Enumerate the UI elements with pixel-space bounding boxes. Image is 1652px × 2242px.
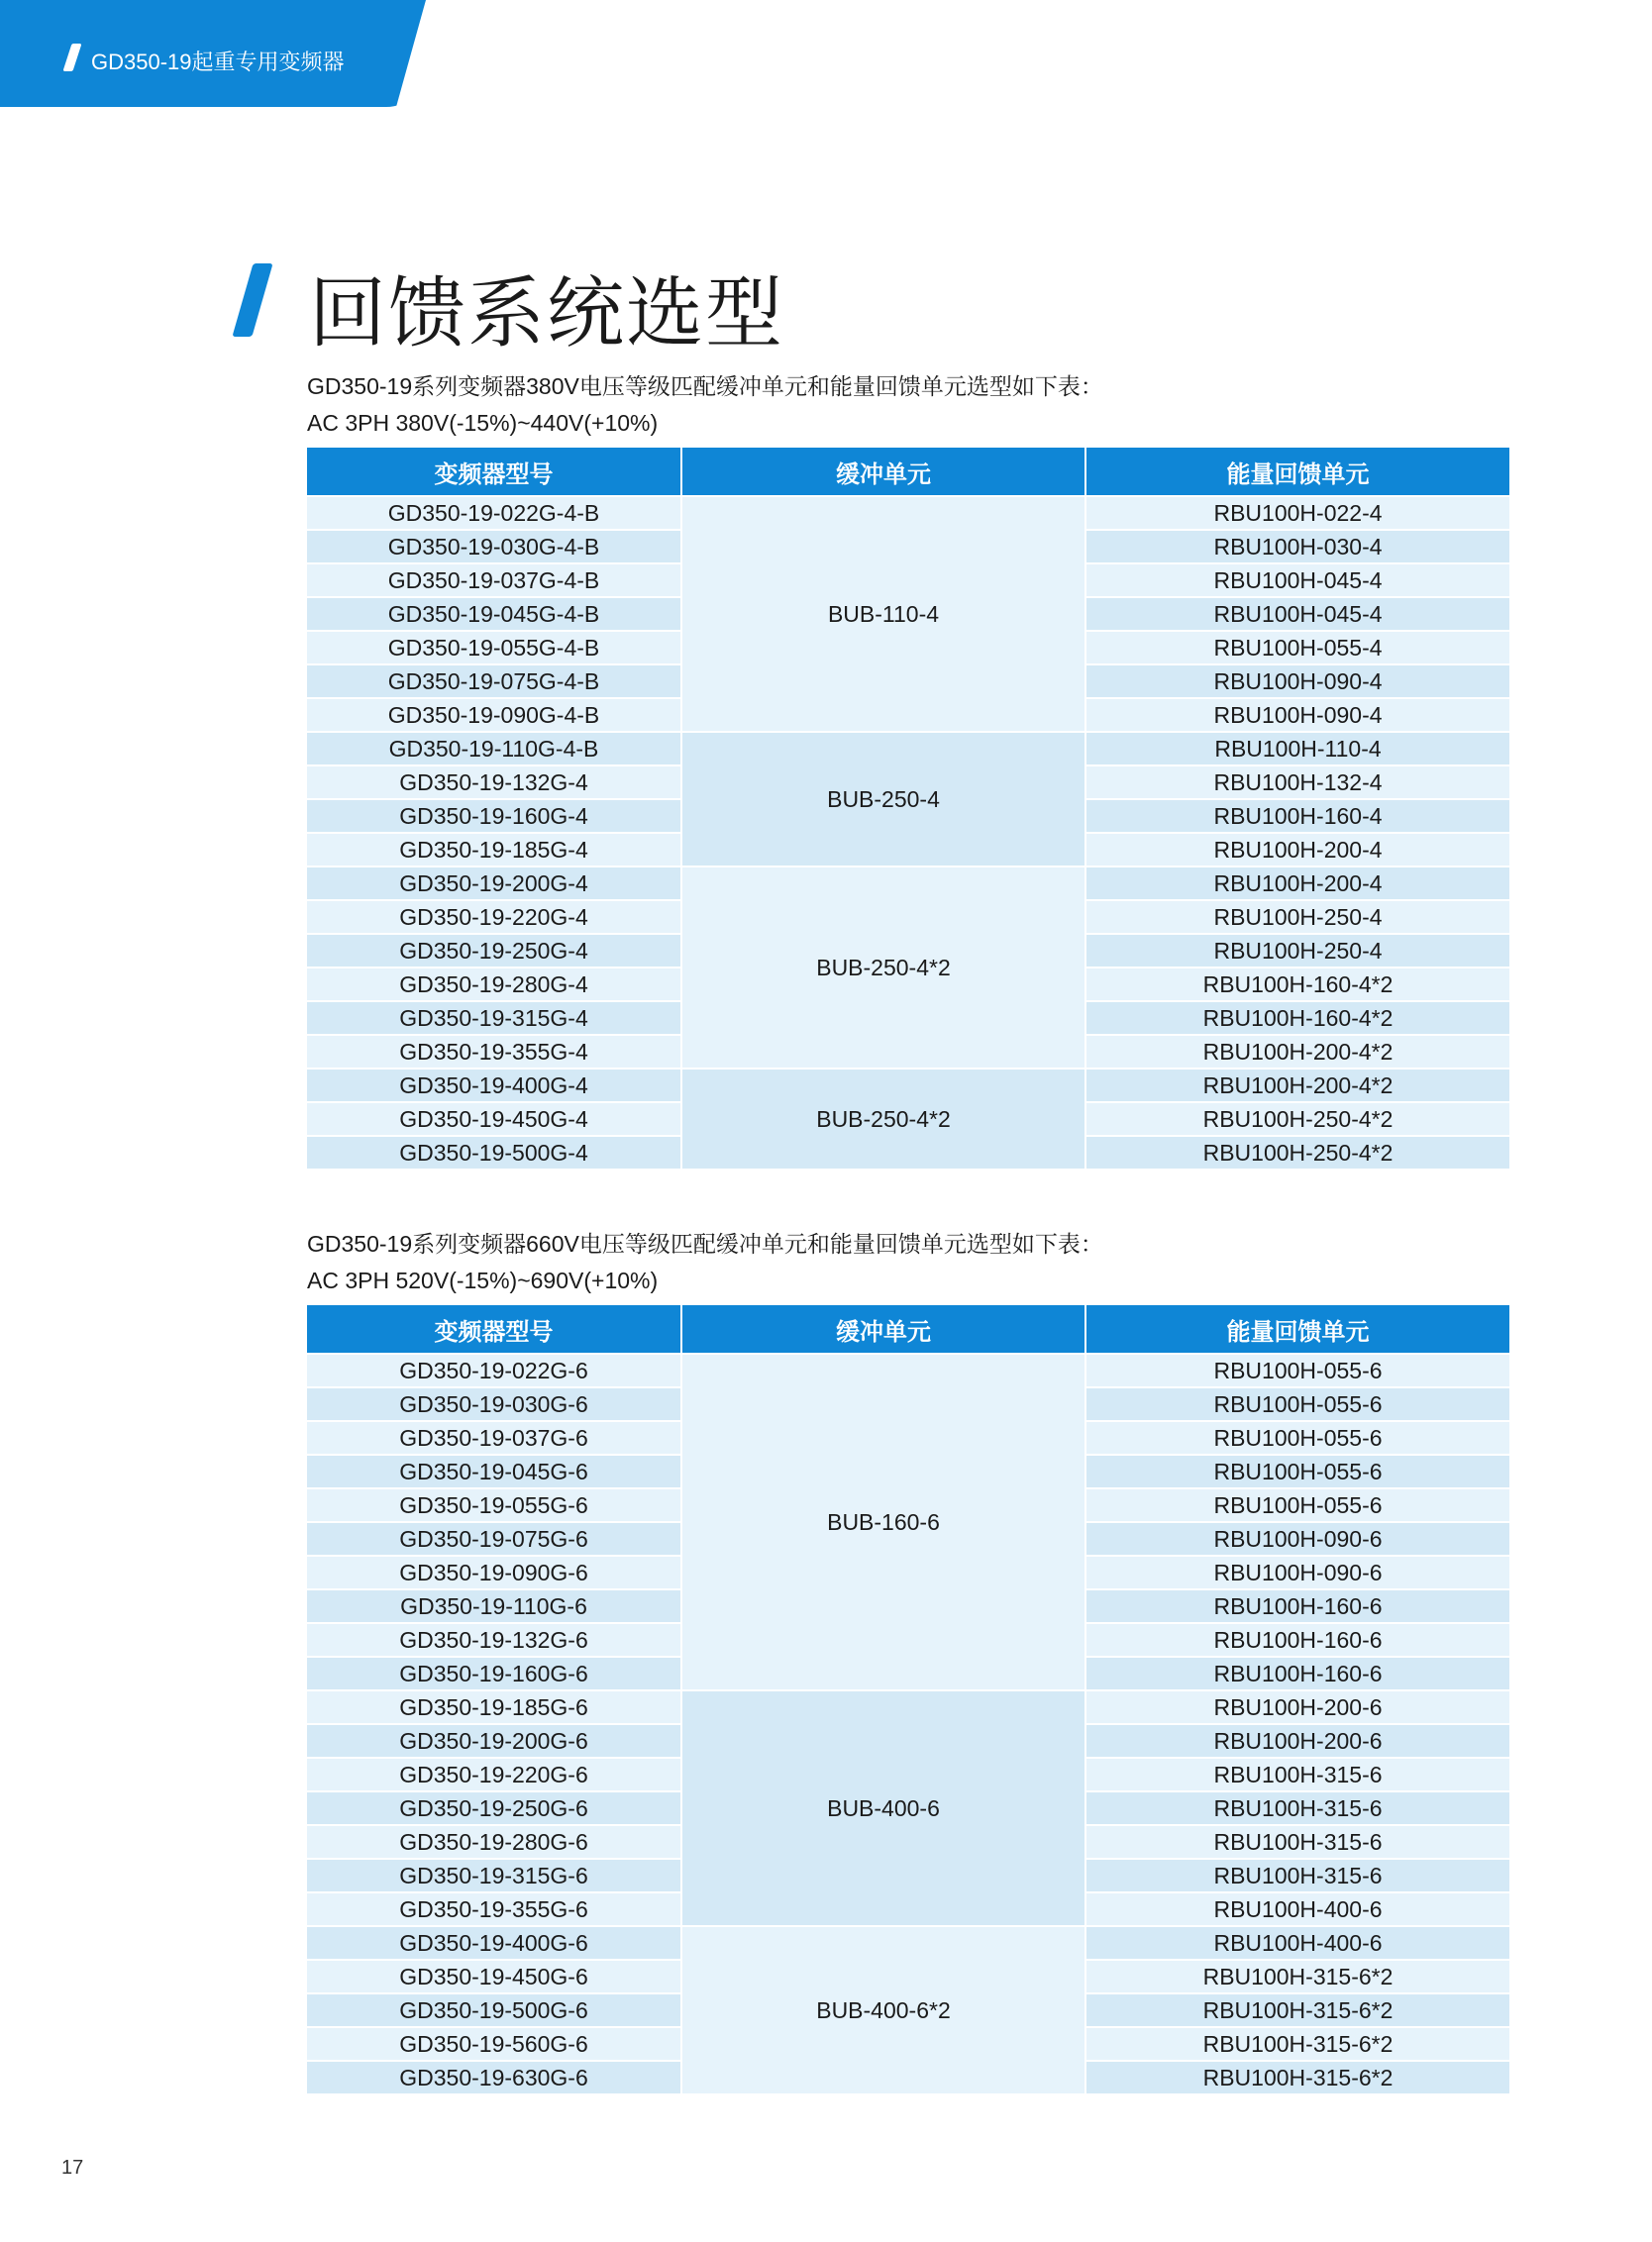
model-cell: GD350-19-110G-6 [307, 1589, 681, 1623]
model-cell: GD350-19-132G-6 [307, 1623, 681, 1657]
feedback-unit-cell: RBU100H-055-6 [1085, 1354, 1509, 1387]
header-model: 变频器型号 [307, 448, 681, 496]
model-cell: GD350-19-500G-4 [307, 1136, 681, 1169]
feedback-unit-cell: RBU100H-250-4*2 [1085, 1136, 1509, 1169]
feedback-unit-cell: RBU100H-090-6 [1085, 1522, 1509, 1556]
selection-table-380v [307, 448, 1509, 1169]
model-cell: GD350-19-037G-4-B [307, 563, 681, 597]
feedback-unit-cell: RBU100H-200-6 [1085, 1724, 1509, 1758]
model-cell: GD350-19-450G-6 [307, 1960, 681, 1993]
header-model: 变频器型号 [307, 1305, 681, 1354]
feedback-unit-cell: RBU100H-160-4 [1085, 799, 1509, 833]
header-buffer: 缓冲单元 [681, 448, 1085, 496]
model-cell: GD350-19-400G-6 [307, 1926, 681, 1960]
model-cell: GD350-19-280G-6 [307, 1825, 681, 1859]
section1-range: AC 3PH 380V(-15%)~440V(+10%) [307, 410, 659, 436]
buffer-unit-cell: BUB-250-4 [681, 732, 1085, 866]
feedback-unit-cell: RBU100H-055-6 [1085, 1387, 1509, 1421]
buffer-unit-cell: BUB-110-4 [681, 496, 1085, 732]
model-cell: GD350-19-045G-4-B [307, 597, 681, 631]
model-cell: GD350-19-160G-6 [307, 1657, 681, 1690]
feedback-unit-cell: RBU100H-132-4 [1085, 765, 1509, 799]
model-cell: GD350-19-280G-4 [307, 968, 681, 1001]
feedback-unit-cell: RBU100H-400-6 [1085, 1892, 1509, 1926]
header-feedback: 能量回馈单元 [1085, 1305, 1509, 1354]
section2-intro: GD350-19系列变频器660V电压等级匹配缓冲单元和能量回馈单元选型如下表： [307, 1231, 1103, 1257]
model-cell: GD350-19-200G-4 [307, 866, 681, 900]
model-cell: GD350-19-075G-6 [307, 1522, 681, 1556]
feedback-unit-cell: RBU100H-315-6*2 [1085, 1993, 1509, 2027]
table-row [307, 1069, 1509, 1102]
feedback-unit-cell: RBU100H-160-6 [1085, 1623, 1509, 1657]
model-cell: GD350-19-500G-6 [307, 1993, 681, 2027]
header-buffer: 缓冲单元 [681, 1305, 1085, 1354]
buffer-unit-cell: BUB-400-6*2 [681, 1926, 1085, 2093]
table-row [307, 866, 1509, 900]
feedback-unit-cell: RBU100H-030-4 [1085, 530, 1509, 563]
buffer-unit-cell: BUB-400-6 [681, 1690, 1085, 1926]
feedback-unit-cell: RBU100H-315-6 [1085, 1825, 1509, 1859]
header-title: GD350-19起重专用变频器 [91, 50, 345, 74]
selection-table-660v [307, 1305, 1509, 2093]
feedback-unit-cell: RBU100H-200-6 [1085, 1690, 1509, 1724]
model-cell: GD350-19-355G-6 [307, 1892, 681, 1926]
feedback-unit-cell: RBU100H-090-4 [1085, 698, 1509, 732]
model-cell: GD350-19-250G-4 [307, 934, 681, 968]
table-row [307, 1926, 1509, 1960]
model-cell: GD350-19-022G-4-B [307, 496, 681, 530]
model-cell: GD350-19-037G-6 [307, 1421, 681, 1455]
feedback-unit-cell: RBU100H-160-6 [1085, 1589, 1509, 1623]
model-cell: GD350-19-090G-6 [307, 1556, 681, 1589]
feedback-unit-cell: RBU100H-315-6*2 [1085, 2061, 1509, 2093]
buffer-unit-cell: BUB-250-4*2 [681, 1069, 1085, 1169]
model-cell: GD350-19-630G-6 [307, 2061, 681, 2093]
feedback-unit-cell: RBU100H-200-4*2 [1085, 1069, 1509, 1102]
feedback-unit-cell: RBU100H-200-4 [1085, 866, 1509, 900]
table-row [307, 732, 1509, 765]
model-cell: GD350-19-030G-6 [307, 1387, 681, 1421]
page-number: 17 [61, 2157, 84, 2179]
feedback-unit-cell: RBU100H-315-6*2 [1085, 1960, 1509, 1993]
model-cell: GD350-19-045G-6 [307, 1455, 681, 1488]
feedback-unit-cell: RBU100H-400-6 [1085, 1926, 1509, 1960]
model-cell: GD350-19-132G-4 [307, 765, 681, 799]
section1-intro: GD350-19系列变频器380V电压等级匹配缓冲单元和能量回馈单元选型如下表： [307, 373, 1103, 399]
header-feedback: 能量回馈单元 [1085, 448, 1509, 496]
feedback-unit-cell: RBU100H-250-4*2 [1085, 1102, 1509, 1136]
model-cell: GD350-19-220G-4 [307, 900, 681, 934]
model-cell: GD350-19-220G-6 [307, 1758, 681, 1791]
model-cell: GD350-19-185G-4 [307, 833, 681, 866]
model-cell: GD350-19-560G-6 [307, 2027, 681, 2061]
section2-range: AC 3PH 520V(-15%)~690V(+10%) [307, 1268, 659, 1293]
feedback-unit-cell: RBU100H-055-6 [1085, 1455, 1509, 1488]
model-cell: GD350-19-315G-6 [307, 1859, 681, 1892]
feedback-unit-cell: RBU100H-055-6 [1085, 1421, 1509, 1455]
feedback-unit-cell: RBU100H-110-4 [1085, 732, 1509, 765]
model-cell: GD350-19-400G-4 [307, 1069, 681, 1102]
model-cell: GD350-19-185G-6 [307, 1690, 681, 1724]
title-slash-icon [232, 263, 272, 337]
model-cell: GD350-19-055G-6 [307, 1488, 681, 1522]
model-cell: GD350-19-090G-4-B [307, 698, 681, 732]
feedback-unit-cell: RBU100H-315-6 [1085, 1859, 1509, 1892]
feedback-unit-cell: RBU100H-315-6 [1085, 1791, 1509, 1825]
model-cell: GD350-19-030G-4-B [307, 530, 681, 563]
feedback-unit-cell: RBU100H-045-4 [1085, 563, 1509, 597]
model-cell: GD350-19-110G-4-B [307, 732, 681, 765]
model-cell: GD350-19-450G-4 [307, 1102, 681, 1136]
page-title: 回馈系统选型 [309, 269, 785, 357]
model-cell: GD350-19-160G-4 [307, 799, 681, 833]
table-row [307, 496, 1509, 530]
feedback-unit-cell: RBU100H-250-4 [1085, 900, 1509, 934]
feedback-unit-cell: RBU100H-315-6 [1085, 1758, 1509, 1791]
table-row [307, 1690, 1509, 1724]
feedback-unit-cell: RBU100H-055-4 [1085, 631, 1509, 664]
model-cell: GD350-19-055G-4-B [307, 631, 681, 664]
feedback-unit-cell: RBU100H-045-4 [1085, 597, 1509, 631]
feedback-unit-cell: RBU100H-022-4 [1085, 496, 1509, 530]
model-cell: GD350-19-200G-6 [307, 1724, 681, 1758]
feedback-unit-cell: RBU100H-160-4*2 [1085, 968, 1509, 1001]
feedback-unit-cell: RBU100H-090-4 [1085, 664, 1509, 698]
feedback-unit-cell: RBU100H-200-4 [1085, 833, 1509, 866]
feedback-unit-cell: RBU100H-160-6 [1085, 1657, 1509, 1690]
feedback-unit-cell: RBU100H-160-4*2 [1085, 1001, 1509, 1035]
feedback-unit-cell: RBU100H-200-4*2 [1085, 1035, 1509, 1069]
model-cell: GD350-19-315G-4 [307, 1001, 681, 1035]
model-cell: GD350-19-250G-6 [307, 1791, 681, 1825]
model-cell: GD350-19-075G-4-B [307, 664, 681, 698]
feedback-unit-cell: RBU100H-250-4 [1085, 934, 1509, 968]
buffer-unit-cell: BUB-160-6 [681, 1354, 1085, 1690]
table-row [307, 1354, 1509, 1387]
feedback-unit-cell: RBU100H-315-6*2 [1085, 2027, 1509, 2061]
feedback-unit-cell: RBU100H-090-6 [1085, 1556, 1509, 1589]
model-cell: GD350-19-022G-6 [307, 1354, 681, 1387]
model-cell: GD350-19-355G-4 [307, 1035, 681, 1069]
buffer-unit-cell: BUB-250-4*2 [681, 866, 1085, 1069]
feedback-unit-cell: RBU100H-055-6 [1085, 1488, 1509, 1522]
